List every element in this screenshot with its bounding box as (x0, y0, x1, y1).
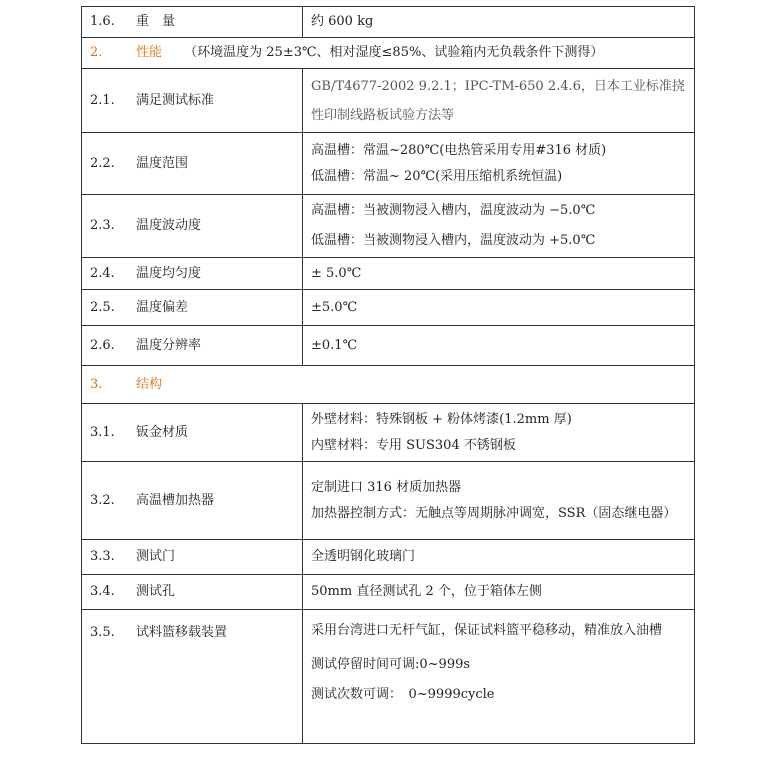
section-title: 结构 (136, 376, 163, 392)
row-number: 1.6. (90, 14, 115, 29)
row-number: 3.2. (90, 492, 115, 508)
row-key (82, 462, 303, 540)
row-number: 2.1. (90, 92, 115, 108)
value-line: 加热器控制方式：无触点等周期脉冲调宽，SSR（固态继电器） (311, 505, 677, 521)
value-line: 外壁材料：特殊钢板 + 粉体烤漆(1.2mm 厚) (311, 411, 572, 427)
row-number: 3.5. (90, 625, 115, 640)
value-line: 约 600 kg (311, 14, 374, 29)
row-number: 2.6. (90, 337, 115, 353)
section-header (82, 38, 695, 69)
value-line: 全透明钢化玻璃门 (311, 549, 416, 564)
row-key (82, 404, 303, 462)
section-number: 2. (90, 45, 103, 60)
section-row (82, 366, 695, 404)
value-line: 高温槽：常温~280℃(电热管采用专用#316 材质) (311, 142, 607, 158)
row-value (303, 290, 695, 326)
value-line: 采用台湾进口无杆气缸，保证试料篮平稳移动，精准放入油槽 (311, 623, 663, 638)
value-line: GB/T4677-2002 9.2.1；IPC-TM-650 2.4.6，日本工业标准挠性印制线路板试验方法等 (311, 78, 685, 123)
row-value (303, 7, 695, 38)
value-line: 高温槽：当被测物浸入槽内，温度波动为 −5.0℃ (311, 203, 596, 218)
row-key (82, 7, 303, 38)
row-value (303, 462, 695, 540)
table-row (82, 290, 695, 326)
value-line: 内壁材料：专用 SUS304 不锈钢板 (311, 437, 516, 453)
table-row (82, 540, 695, 575)
section-title: 性能 (136, 45, 163, 60)
value-line: 测试次数可调： 0~9999cycle (311, 687, 495, 702)
value-line: ±5.0℃ (311, 299, 358, 315)
row-number: 3.1. (90, 424, 115, 440)
row-label: 温度波动度 (136, 218, 202, 233)
row-label: 温度偏差 (136, 299, 189, 315)
row-label: 高温槽加热器 (136, 492, 215, 508)
row-label: 试料篮移载装置 (136, 625, 228, 640)
table-row (82, 258, 695, 290)
row-value (303, 610, 695, 744)
section-note: （环境温度为 25±3℃、相对湿度≤85%、试验箱内无负载条件下测得） (184, 45, 604, 60)
row-number: 2.4. (90, 265, 115, 281)
row-label: 重 量 (136, 14, 176, 29)
section-row (82, 38, 695, 69)
table-row (82, 7, 695, 38)
row-label: 温度分辨率 (136, 337, 202, 353)
value-line: 低温槽：当被测物浸入槽内，温度波动为 +5.0℃ (311, 233, 596, 248)
row-number: 3.3. (90, 549, 115, 564)
table-row (82, 462, 695, 540)
table-row (82, 69, 695, 133)
section-number: 3. (90, 376, 103, 392)
table-row (82, 404, 695, 462)
row-number: 2.5. (90, 299, 115, 315)
row-value (303, 195, 695, 258)
row-value (303, 404, 695, 462)
row-key (82, 69, 303, 133)
table-row (82, 195, 695, 258)
row-value (303, 258, 695, 290)
row-value (303, 133, 695, 195)
row-number: 2.3. (90, 218, 115, 233)
row-key (82, 258, 303, 290)
table-row (82, 326, 695, 366)
value-line: 测试停留时间可调:0~999s (311, 657, 471, 672)
row-value (303, 575, 695, 610)
row-key (82, 326, 303, 366)
row-key (82, 195, 303, 258)
value-line: ±0.1℃ (311, 337, 358, 353)
row-number: 3.4. (90, 584, 115, 599)
table-row (82, 133, 695, 195)
row-label: 测试孔 (136, 584, 176, 599)
row-key (82, 133, 303, 195)
row-key (82, 610, 303, 744)
table-row (82, 610, 695, 744)
section-header (82, 366, 695, 404)
row-value (303, 326, 695, 366)
row-label: 温度均匀度 (136, 265, 202, 281)
value-line: ± 5.0℃ (311, 265, 362, 281)
row-label: 温度范围 (136, 155, 189, 171)
value-line: 50mm 直径测试孔 2 个，位于箱体左侧 (311, 584, 542, 599)
table-row (82, 575, 695, 610)
row-number: 2.2. (90, 155, 115, 171)
value-line: 定制进口 316 材质加热器 (311, 479, 462, 495)
spec-table (81, 6, 695, 744)
row-key (82, 540, 303, 575)
row-value (303, 540, 695, 575)
row-label: 满足测试标准 (136, 92, 215, 108)
row-key (82, 290, 303, 326)
value-line: 低温槽：常温~ 20℃(采用压缩机系统恒温) (311, 168, 563, 184)
row-label: 钣金材质 (136, 424, 189, 440)
row-key (82, 575, 303, 610)
row-value (303, 69, 695, 133)
row-label: 测试门 (136, 549, 176, 564)
